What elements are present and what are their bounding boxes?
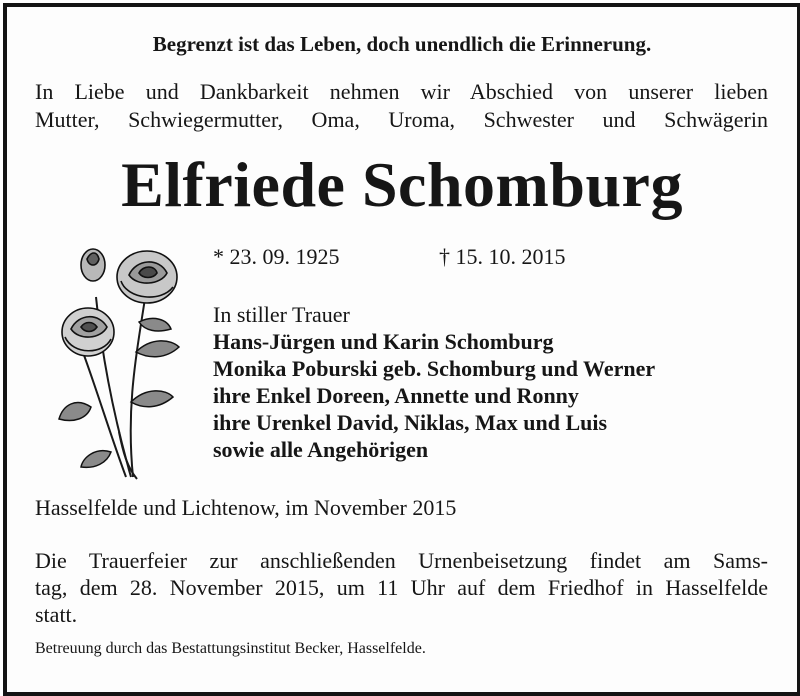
place-date: Hasselfelde und Lichtenow, im November 2015 [35,495,457,520]
intro-line: Mutter, Schwiegermutter, Oma, Uroma, Schwester und Schwägerin [35,107,768,132]
intro-line: In Liebe und Dankbarkeit nehmen wir Abschied von unserer lieben [35,79,768,104]
roses-illustration [41,237,191,487]
mourner-line: Monika Poburski geb. Schomburg und Werner [213,356,656,381]
deceased-name: Elfriede Schomburg [121,149,683,220]
mourners-block [213,301,655,463]
intro-text [35,78,768,134]
service-line: tag, dem 28. November 2015, um 11 Uhr auf dem Friedhof in Hasselfelde [35,575,768,600]
service-text [35,547,768,628]
service-line: statt. [35,602,78,627]
mourner-line: sowie alle Angehörigen [213,437,429,462]
mourner-line: Hans-Jürgen und Karin Schomburg [213,329,554,354]
mourner-line: ihre Enkel Doreen, Annette und Ronny [213,383,579,408]
funeral-home: Betreuung durch das Bestattungsinstitut Becker, Hasselfelde. [35,640,426,657]
motto: Begrenzt ist das Leben, doch unendlich die Erinnerung. [152,32,652,56]
mourner-line: ihre Urenkel David, Niklas, Max und Luis [213,410,608,435]
birth-date: * 23. 09. 1925 [213,244,340,269]
obituary-notice [3,3,800,696]
service-line: Die Trauerfeier zur anschließenden Urnenbeisetzung findet am Sams- [35,548,768,573]
mourning-heading: In stiller Trauer [213,302,350,327]
death-date: † 15. 10. 2015 [439,244,566,269]
